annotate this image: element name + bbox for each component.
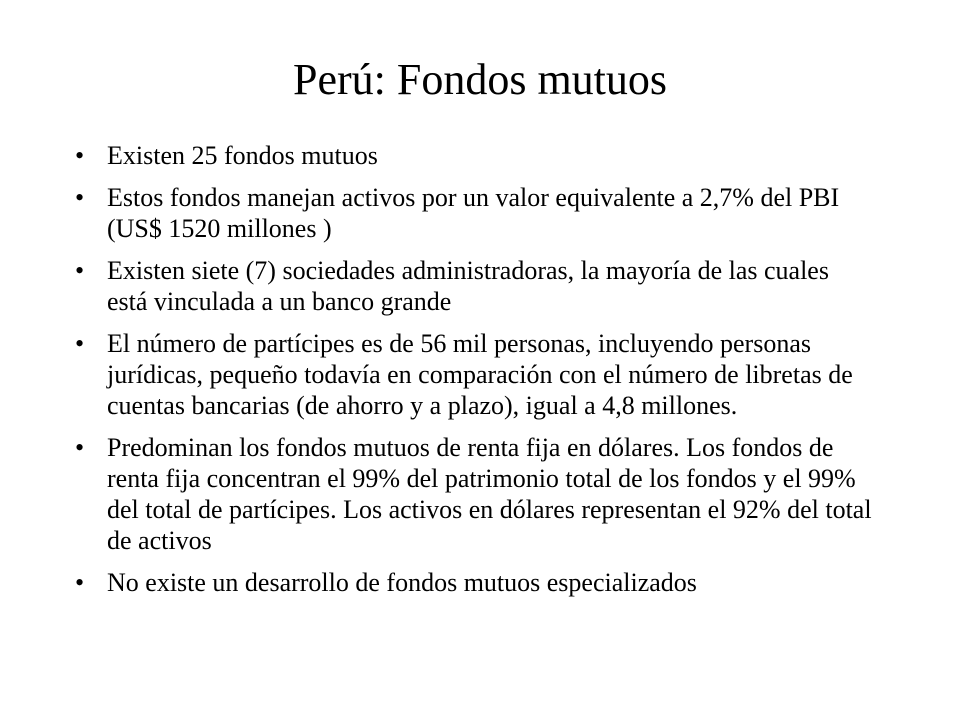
slide-title: Perú: Fondos mutuos <box>292 55 668 104</box>
bullet-text: Existen siete (7) sociedades administradoras, la mayoría de las cuales está vinculada a un banco grande <box>107 256 829 316</box>
bullet-icon: • <box>75 329 85 358</box>
bullet-item <box>75 182 875 244</box>
bullet-icon: • <box>75 568 85 597</box>
bullet-item <box>75 140 875 171</box>
bullet-list <box>75 140 875 609</box>
bullet-icon: • <box>75 433 85 462</box>
bullet-text: Estos fondos manejan activos por un valor equivalente a 2,7% del PBI (US$ 1520 millones ) <box>107 183 840 243</box>
bullet-item <box>75 432 875 556</box>
bullet-icon: • <box>75 141 85 170</box>
bullet-text: Existen 25 fondos mutuos <box>107 141 378 170</box>
bullet-icon: • <box>75 183 85 212</box>
bullet-text: El número de partícipes es de 56 mil personas, incluyendo personas jurídicas, pequeño todavía en comparación con el número de libretas de cuentas bancarias (de ahorro y a plazo), igual a 4,8 millones. <box>107 329 853 420</box>
bullet-text: Predominan los fondos mutuos de renta fija en dólares. Los fondos de renta fija concentran el 99% del patrimonio total de los fondos y el 99% del total de partícipes. Los activos en dólares representan el 92% del total de activos <box>107 433 872 555</box>
bullet-item <box>75 255 875 317</box>
bullet-text: No existe un desarrollo de fondos mutuos especializados <box>107 568 697 597</box>
bullet-item <box>75 567 875 598</box>
bullet-icon: • <box>75 256 85 285</box>
bullet-item <box>75 328 875 421</box>
